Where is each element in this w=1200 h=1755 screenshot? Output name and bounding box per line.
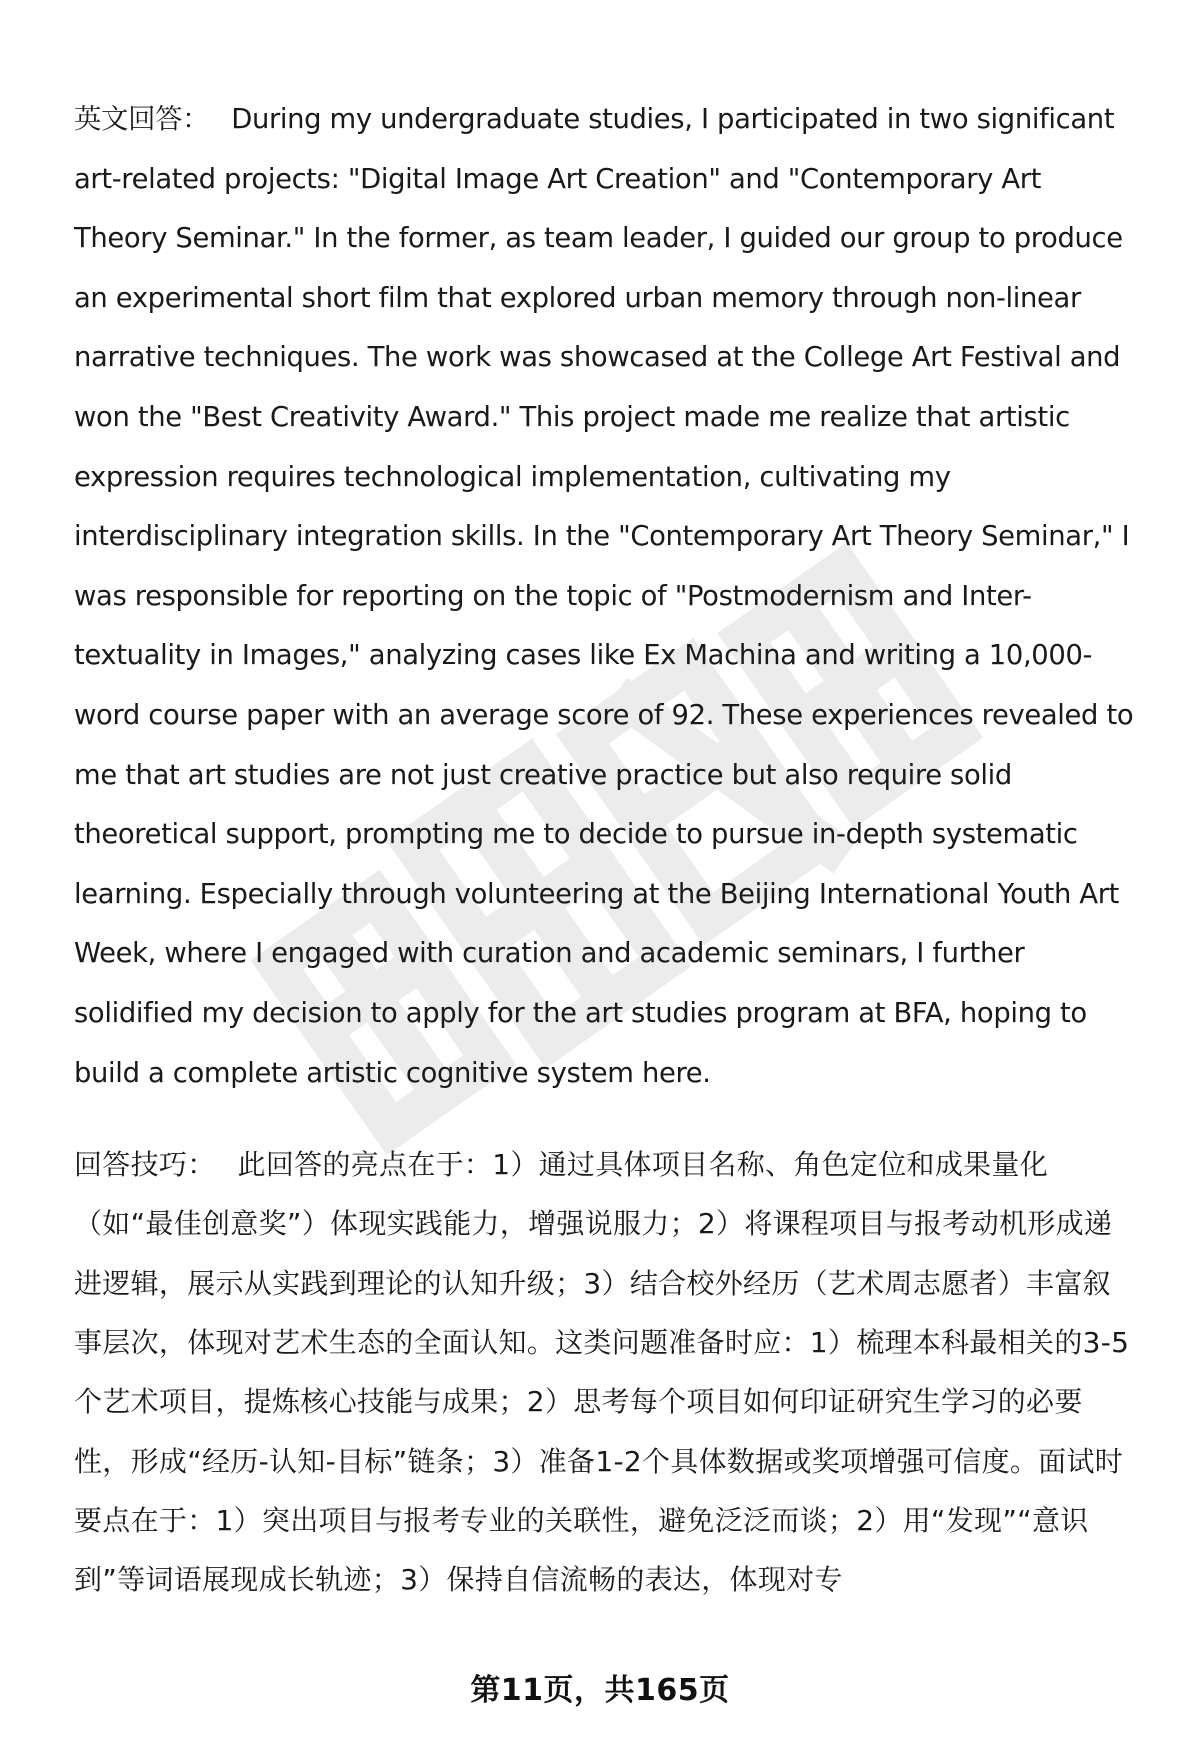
- page-number: 第11页，共165页: [470, 1673, 730, 1708]
- tips-text: 此回答的亮点在于：1）通过具体项目名称、角色定位和成果量化（如“最佳创意奖”）体现实践能力，增强说服力；2）将课程项目与报考动机形成递进逻辑，展示从实践到理论的认知升级；3）结合校外经历（艺术周志愿者）丰富叙事层次，体现对艺术生态的全面认知。这类问题准备时应：1）梳理本科最相关的3-5个艺术项目，提炼核心技能与成果；2）思考每个项目如何印证研究生学习的必要性，形成“经历-认知-目标”链条；3）准备1-2个具体数据或奖项增强可信度。面试时要点在于：1）突出项目与报考专业的关联性，避免泛泛而谈；2）用“发现”“意识到”等词语展现成长轨迹；3）保持自信流畅的表达，体现对专: [74, 1148, 1130, 1597]
- main-content: [74, 90, 1134, 1609]
- answer-label: 英文回答：: [74, 104, 210, 135]
- tips-label: 回答技巧：: [74, 1148, 216, 1182]
- tips-paragraph: [74, 1135, 1134, 1609]
- answer-text: During my undergraduate studies, I participated in two significant art-related projects: "Digital Image Art Creation" and "Contemporary Art Theory Seminar." In the former, as team leader, I guided our group to produce an experimental short film that explored urban memory through non-linear narrative techniques. The work was showcased at the College Art Festival and won the "Best Creativity Award." This project made me realize that artistic expression requires technological implementation, cultivating my interdisciplinary integration skills. In the "Contemporary Art Theory Seminar," I was responsible for reporting on the topic of "Postmodernism and Inter-textuality in Images," analyzing cases like Ex Machina and writing a 10,000-word course paper with an average score of 92. These experiences revealed to me that art studies are not just creative practice but also require solid theoretical support, prompting me to decide to pursue in-depth systematic learning. Especially through volunteering at the Beijing International Youth Art Week, where I engaged with curation and academic seminars, I further solidified my decision to apply for the art studies program at BFA, hoping to build a complete artistic cognitive system here.: [74, 104, 1134, 1089]
- answer-paragraph: [74, 90, 1134, 1103]
